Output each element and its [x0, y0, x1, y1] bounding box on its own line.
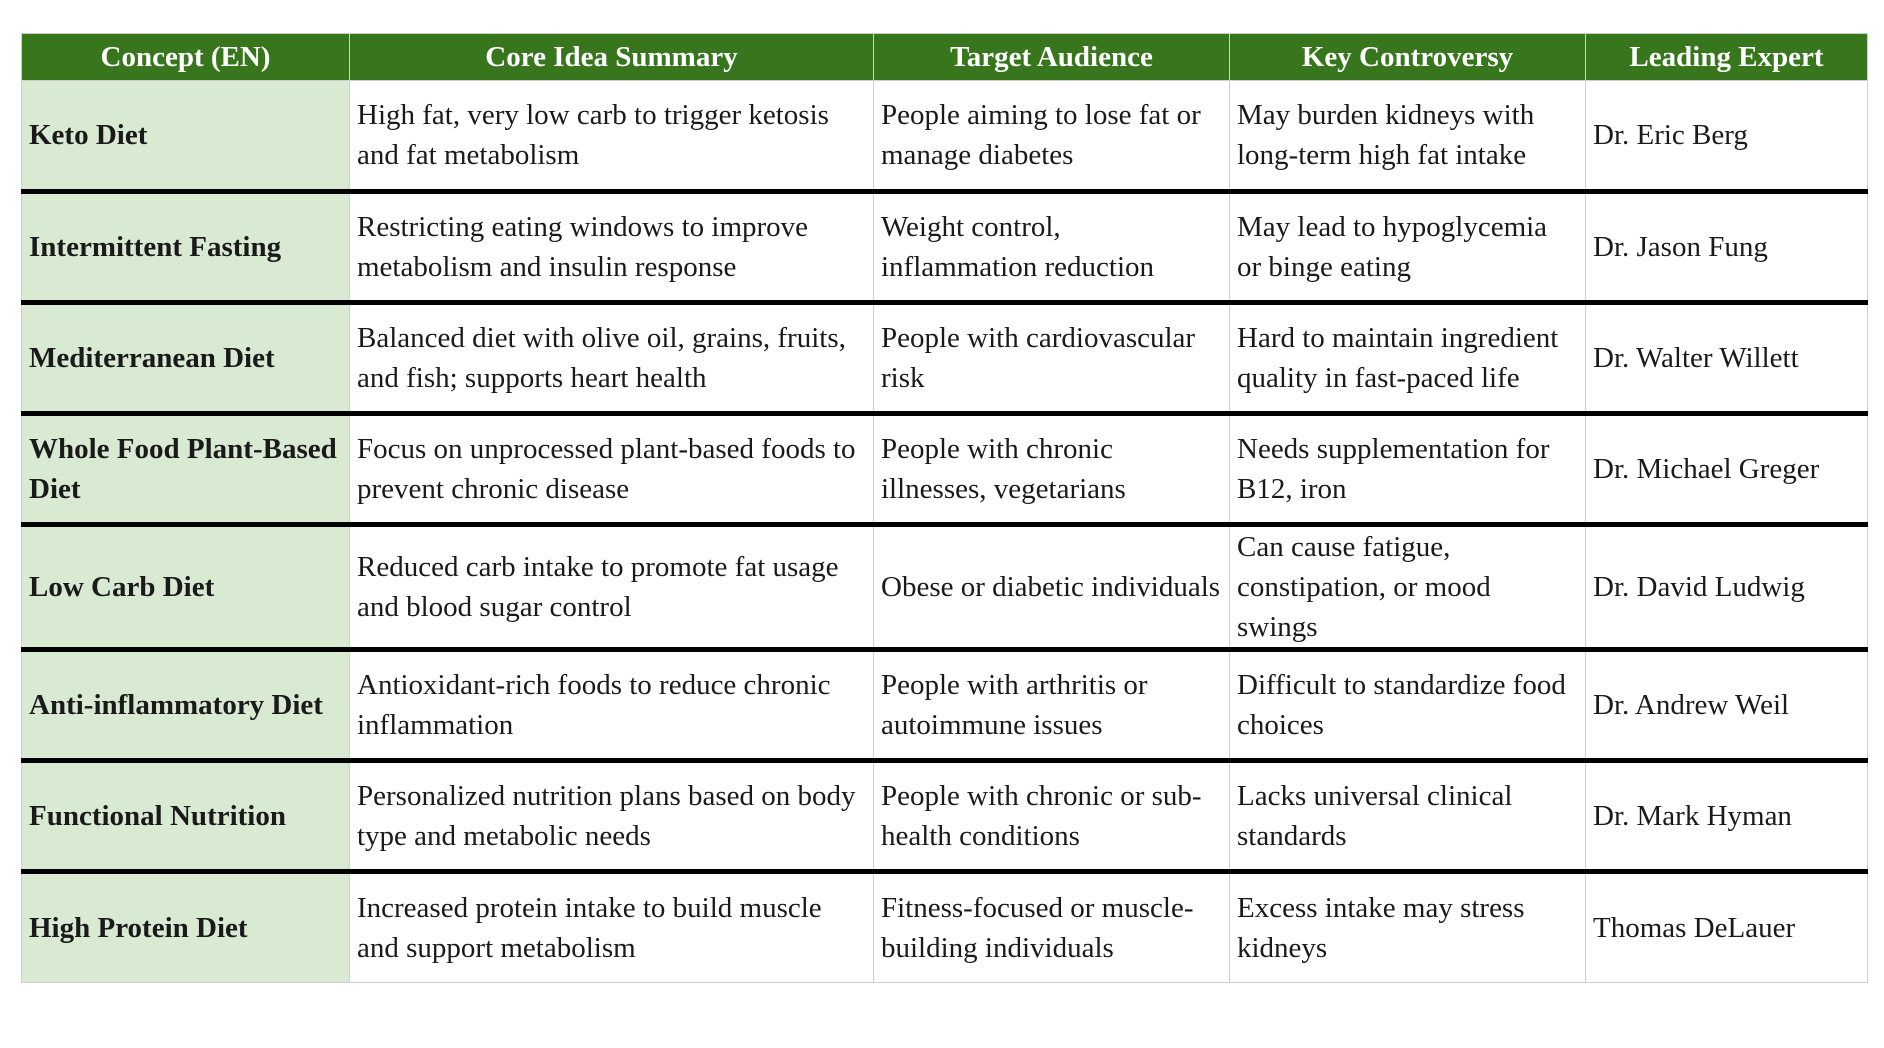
key-controversy-cell: Lacks universal clinical standards	[1230, 761, 1586, 872]
table-row	[22, 761, 1868, 872]
header-key-controversy: Key Controversy	[1230, 34, 1586, 81]
target-audience-cell: Obese or diabetic individuals	[874, 525, 1230, 650]
diet-comparison-sheet	[21, 33, 1867, 983]
target-audience-cell: People with cardiovascular risk	[874, 303, 1230, 414]
key-controversy-cell: Difficult to standardize food choices	[1230, 650, 1586, 761]
header-core-idea: Core Idea Summary	[350, 34, 874, 81]
table-row	[22, 303, 1868, 414]
concept-cell: Anti-inflammatory Diet	[22, 650, 350, 761]
concept-cell: Low Carb Diet	[22, 525, 350, 650]
target-audience-cell: Weight control, inflammation reduction	[874, 192, 1230, 303]
table-row	[22, 650, 1868, 761]
leading-expert-cell: Dr. Jason Fung	[1586, 192, 1868, 303]
key-controversy-cell: May lead to hypoglycemia or binge eating	[1230, 192, 1586, 303]
key-controversy-cell: Hard to maintain ingredient quality in fast-paced life	[1230, 303, 1586, 414]
concept-cell: High Protein Diet	[22, 872, 350, 983]
key-controversy-cell: Needs supplementation for B12, iron	[1230, 414, 1586, 525]
target-audience-cell: People with chronic illnesses, vegetarians	[874, 414, 1230, 525]
core-idea-cell: High fat, very low carb to trigger ketosis and fat metabolism	[350, 81, 874, 192]
core-idea-cell: Increased protein intake to build muscle and support metabolism	[350, 872, 874, 983]
leading-expert-cell: Dr. Andrew Weil	[1586, 650, 1868, 761]
leading-expert-cell: Dr. Walter Willett	[1586, 303, 1868, 414]
core-idea-cell: Restricting eating windows to improve metabolism and insulin response	[350, 192, 874, 303]
table-row	[22, 81, 1868, 192]
leading-expert-cell: Dr. Michael Greger	[1586, 414, 1868, 525]
concept-cell: Keto Diet	[22, 81, 350, 192]
core-idea-cell: Reduced carb intake to promote fat usage and blood sugar control	[350, 525, 874, 650]
concept-cell: Functional Nutrition	[22, 761, 350, 872]
key-controversy-cell: May burden kidneys with long-term high fat intake	[1230, 81, 1586, 192]
target-audience-cell: People with chronic or sub-health conditions	[874, 761, 1230, 872]
target-audience-cell: Fitness-focused or muscle-building individuals	[874, 872, 1230, 983]
core-idea-cell: Personalized nutrition plans based on body type and metabolic needs	[350, 761, 874, 872]
header-leading-expert: Leading Expert	[1586, 34, 1868, 81]
diet-comparison-table	[21, 33, 1868, 983]
table-row	[22, 192, 1868, 303]
concept-cell: Whole Food Plant-Based Diet	[22, 414, 350, 525]
table-body	[22, 81, 1868, 983]
table-row	[22, 872, 1868, 983]
header-target-audience: Target Audience	[874, 34, 1230, 81]
core-idea-cell: Focus on unprocessed plant-based foods to prevent chronic disease	[350, 414, 874, 525]
leading-expert-cell: Thomas DeLauer	[1586, 872, 1868, 983]
table-header	[22, 34, 1868, 81]
core-idea-cell: Balanced diet with olive oil, grains, fruits, and fish; supports heart health	[350, 303, 874, 414]
table-row	[22, 525, 1868, 650]
target-audience-cell: People with arthritis or autoimmune issues	[874, 650, 1230, 761]
core-idea-cell: Antioxidant-rich foods to reduce chronic inflammation	[350, 650, 874, 761]
header-concept: Concept (EN)	[22, 34, 350, 81]
leading-expert-cell: Dr. Mark Hyman	[1586, 761, 1868, 872]
key-controversy-cell: Can cause fatigue, constipation, or mood swings	[1230, 525, 1586, 650]
key-controversy-cell: Excess intake may stress kidneys	[1230, 872, 1586, 983]
target-audience-cell: People aiming to lose fat or manage diabetes	[874, 81, 1230, 192]
leading-expert-cell: Dr. David Ludwig	[1586, 525, 1868, 650]
concept-cell: Intermittent Fasting	[22, 192, 350, 303]
table-row	[22, 414, 1868, 525]
concept-cell: Mediterranean Diet	[22, 303, 350, 414]
leading-expert-cell: Dr. Eric Berg	[1586, 81, 1868, 192]
header-row	[22, 34, 1868, 81]
